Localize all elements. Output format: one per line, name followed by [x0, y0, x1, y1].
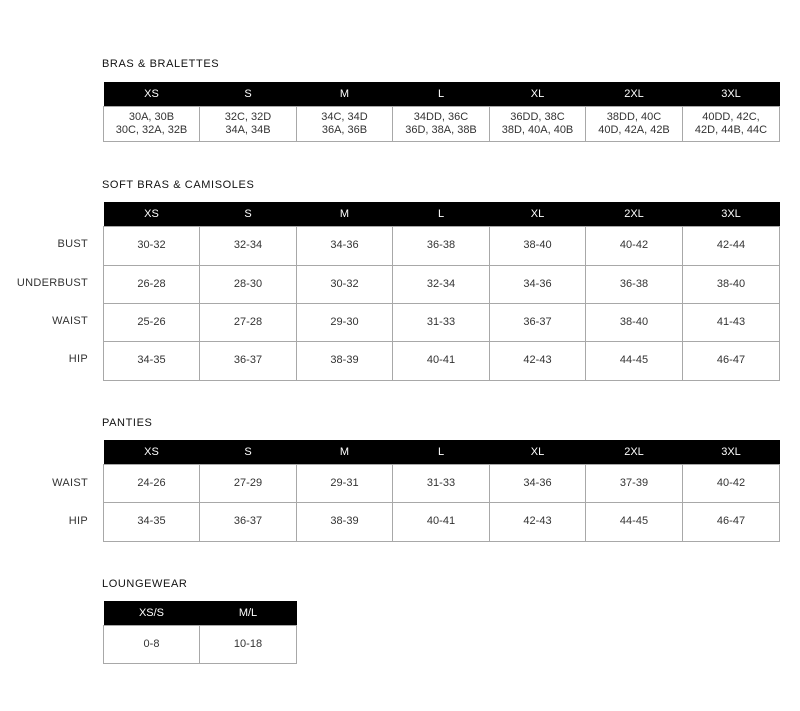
header-xs: XS: [104, 440, 200, 464]
table-row: [104, 625, 297, 663]
table-cell: 29-31: [297, 464, 393, 502]
header-3xl: 3XL: [683, 82, 780, 106]
table-cell: 31-33: [393, 464, 490, 502]
header-m-l: M/L: [200, 601, 297, 625]
table-cell: 37-39: [586, 464, 683, 502]
table-cell: 38-40: [683, 265, 780, 303]
header-2xl: 2XL: [586, 202, 683, 226]
bras-cell-3xl: [683, 106, 780, 141]
section-title-soft-bras: SOFT BRAS & CAMISOLES: [102, 179, 255, 191]
header-s: S: [200, 202, 297, 226]
header-l: L: [393, 202, 490, 226]
header-l: L: [393, 82, 490, 106]
table-cell: 40-41: [393, 341, 490, 380]
table-cell: 46-47: [683, 341, 780, 380]
cell-line-1: 38DD, 40C: [606, 110, 662, 123]
header-xs: XS: [104, 82, 200, 106]
bras-cell-xl: [490, 106, 586, 141]
table-cell: 25-26: [104, 303, 200, 341]
table-row-bust: [104, 226, 780, 265]
table-cell: 29-30: [297, 303, 393, 341]
bras-cell-s: [200, 106, 297, 141]
table-cell: 30-32: [297, 265, 393, 303]
row-label-waist: WAIST: [52, 315, 88, 327]
header-xs: XS: [104, 202, 200, 226]
table-cell: 27-28: [200, 303, 297, 341]
table-cell: 27-29: [200, 464, 297, 502]
section-title-bras: BRAS & BRALETTES: [102, 58, 220, 70]
table-cell: 42-43: [490, 502, 586, 541]
cell-line-1: 36DD, 38C: [510, 110, 565, 123]
table-cell: 36-37: [200, 341, 297, 380]
table-row-waist: [104, 464, 780, 502]
header-s: S: [200, 82, 297, 106]
header-3xl: 3XL: [683, 440, 780, 464]
table-cell: 40-41: [393, 502, 490, 541]
table-cell: 36-38: [393, 226, 490, 265]
table-cell: 38-40: [490, 226, 586, 265]
table-cell: 36-38: [586, 265, 683, 303]
table-row-waist: [104, 303, 780, 341]
header-2xl: 2XL: [586, 440, 683, 464]
table-cell: 26-28: [104, 265, 200, 303]
header-xl: XL: [490, 202, 586, 226]
cell-line-2: 36A, 36B: [321, 123, 368, 136]
header-xl: XL: [490, 440, 586, 464]
cell-line-1: 32C, 32D: [224, 110, 272, 123]
bras-size-table: [103, 82, 780, 142]
table-cell: 38-39: [297, 502, 393, 541]
header-l: L: [393, 440, 490, 464]
table-cell: 40-42: [683, 464, 780, 502]
section-title-panties: PANTIES: [102, 417, 153, 429]
row-label-waist: WAIST: [52, 477, 88, 489]
table-cell: 34-35: [104, 502, 200, 541]
row-label-underbust: UNDERBUST: [16, 277, 88, 289]
cell-line-1: 40DD, 42C,: [702, 110, 760, 123]
table-cell: 41-43: [683, 303, 780, 341]
panties-size-table: [103, 440, 780, 542]
table-cell: 34-36: [490, 265, 586, 303]
cell-line-2: 40D, 42A, 42B: [598, 123, 670, 136]
cell-line-2: 42D, 44B, 44C: [694, 123, 768, 136]
table-cell: 24-26: [104, 464, 200, 502]
bras-cell-l: [393, 106, 490, 141]
header-3xl: 3XL: [683, 202, 780, 226]
header-m: M: [297, 82, 393, 106]
cell-line-1: 34DD, 36C: [413, 110, 469, 123]
loungewear-size-table: [103, 601, 297, 664]
table-cell: 34-35: [104, 341, 200, 380]
table-cell: 34-36: [297, 226, 393, 265]
section-title-loungewear: LOUNGEWEAR: [102, 578, 188, 590]
bras-cell-xs: [104, 106, 200, 141]
table-cell: 32-34: [200, 226, 297, 265]
table-cell: 42-44: [683, 226, 780, 265]
cell-line-2: 34A, 34B: [225, 123, 271, 136]
table-row-hip: [104, 502, 780, 541]
table-cell: 38-39: [297, 341, 393, 380]
table-cell: 36-37: [200, 502, 297, 541]
cell-line-1: 34C, 34D: [321, 110, 368, 123]
table-cell: 44-45: [586, 341, 683, 380]
row-label-bust: BUST: [57, 238, 88, 250]
table-cell: 32-34: [393, 265, 490, 303]
table-cell: 40-42: [586, 226, 683, 265]
cell-line-1: 30A, 30B: [128, 110, 175, 123]
header-m: M: [297, 202, 393, 226]
header-2xl: 2XL: [586, 82, 683, 106]
header-m: M: [297, 440, 393, 464]
table-cell: 28-30: [200, 265, 297, 303]
cell-line-2: 38D, 40A, 40B: [501, 123, 574, 136]
cell-line-2: 36D, 38A, 38B: [405, 123, 477, 136]
table-row-hip: [104, 341, 780, 380]
table-cell: 34-36: [490, 464, 586, 502]
table-cell: 31-33: [393, 303, 490, 341]
table-cell: 0-8: [104, 625, 200, 663]
table-row-underbust: [104, 265, 780, 303]
bras-cell-m: [297, 106, 393, 141]
cell-line-2: 30C, 32A, 32B: [115, 123, 188, 136]
header-xs-s: XS/S: [104, 601, 200, 625]
row-label-hip: HIP: [68, 515, 88, 527]
header-xl: XL: [490, 82, 586, 106]
table-cell: 44-45: [586, 502, 683, 541]
row-label-hip: HIP: [68, 353, 88, 365]
header-s: S: [200, 440, 297, 464]
table-cell: 46-47: [683, 502, 780, 541]
table-cell: 38-40: [586, 303, 683, 341]
table-cell: 10-18: [200, 625, 297, 663]
soft-bras-size-table: [103, 202, 780, 381]
table-cell: 42-43: [490, 341, 586, 380]
table-cell: 30-32: [104, 226, 200, 265]
table-cell: 36-37: [490, 303, 586, 341]
bras-cell-2xl: [586, 106, 683, 141]
